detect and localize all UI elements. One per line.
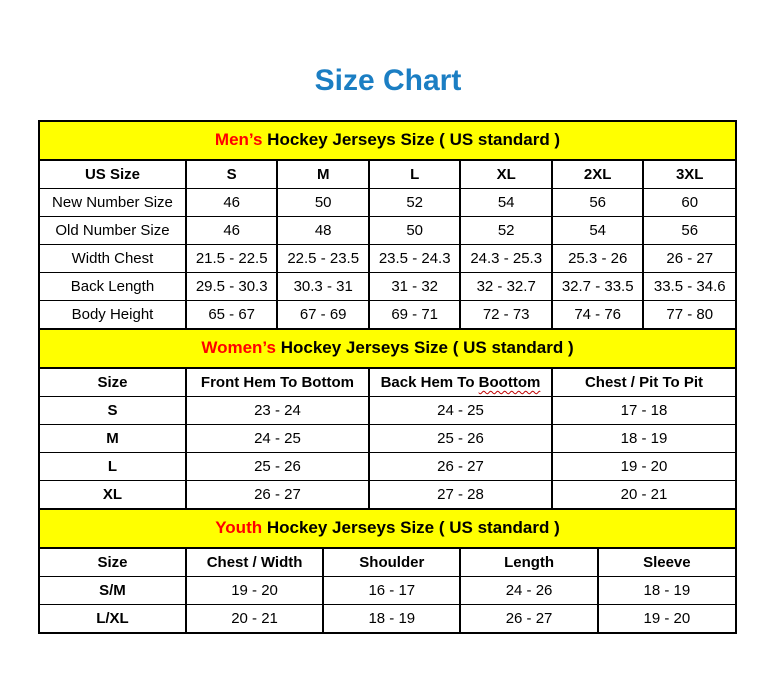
mens-row-label: Width Chest (40, 245, 186, 273)
mens-table-cell: 52 (369, 189, 461, 217)
page-title: Size Chart (314, 64, 462, 97)
mens-table-cell: 50 (277, 189, 369, 217)
youth-table-cell: 20 - 21 (186, 605, 323, 633)
womens-table-row (40, 481, 735, 509)
womens-col-header: Front Hem To Bottom (186, 369, 369, 397)
mens-row-label: New Number Size (40, 189, 186, 217)
mens-table-cell: 74 - 76 (552, 301, 644, 329)
mens-table-cell: 72 - 73 (460, 301, 552, 329)
youth-table-cell: 18 - 19 (323, 605, 460, 633)
youth-col-header: Size (40, 549, 186, 577)
youth-col-header: Shoulder (323, 549, 460, 577)
mens-col-header: M (277, 161, 369, 189)
youth-table (40, 549, 735, 632)
womens-row-label: S (40, 397, 186, 425)
womens-col-header: Chest / Pit To Pit (552, 369, 735, 397)
womens-table-cell: 18 - 19 (552, 425, 735, 453)
womens-col-header: Size (40, 369, 186, 397)
womens-table-cell: 17 - 18 (552, 397, 735, 425)
mens-table-cell: 23.5 - 24.3 (369, 245, 461, 273)
womens-banner-highlight: Women’s (201, 338, 276, 357)
mens-table-cell: 25.3 - 26 (552, 245, 644, 273)
youth-row-label: L/XL (40, 605, 186, 633)
womens-table-cell: 27 - 28 (369, 481, 552, 509)
mens-section-banner: Men’s Hockey Jerseys Size ( US standard ) (40, 122, 735, 161)
mens-table-cell: 31 - 32 (369, 273, 461, 301)
youth-header-row (40, 549, 735, 577)
size-chart-tables (38, 120, 737, 634)
section-mens (40, 122, 735, 328)
mens-table-row (40, 217, 735, 245)
mens-table-row (40, 189, 735, 217)
youth-table-cell: 18 - 19 (598, 577, 735, 605)
womens-table-cell: 24 - 25 (186, 425, 369, 453)
mens-col-header: 2XL (552, 161, 644, 189)
mens-row-label: Old Number Size (40, 217, 186, 245)
mens-table-cell: 77 - 80 (643, 301, 735, 329)
womens-table-cell: 20 - 21 (552, 481, 735, 509)
mens-table-cell: 60 (643, 189, 735, 217)
womens-table-cell: 19 - 20 (552, 453, 735, 481)
mens-table-cell: 21.5 - 22.5 (186, 245, 278, 273)
youth-col-header: Length (460, 549, 597, 577)
mens-table-cell: 50 (369, 217, 461, 245)
womens-col-header: Back Hem To Boottom (369, 369, 552, 397)
youth-table-row (40, 605, 735, 633)
mens-row-label: Body Height (40, 301, 186, 329)
womens-header-row (40, 369, 735, 397)
youth-table-cell: 19 - 20 (186, 577, 323, 605)
mens-table-cell: 22.5 - 23.5 (277, 245, 369, 273)
womens-row-label: M (40, 425, 186, 453)
youth-row-label: S/M (40, 577, 186, 605)
youth-col-header: Sleeve (598, 549, 735, 577)
mens-table-cell: 32 - 32.7 (460, 273, 552, 301)
mens-table-cell: 67 - 69 (277, 301, 369, 329)
mens-header-row (40, 161, 735, 189)
mens-col-header: L (369, 161, 461, 189)
mens-table-cell: 32.7 - 33.5 (552, 273, 644, 301)
mens-col-header: 3XL (643, 161, 735, 189)
womens-table-row (40, 425, 735, 453)
mens-banner-highlight: Men’s (214, 130, 263, 149)
womens-table-row (40, 397, 735, 425)
mens-table-cell: 48 (277, 217, 369, 245)
womens-table-cell: 23 - 24 (186, 397, 369, 425)
section-womens (40, 328, 735, 508)
mens-table-cell: 54 (552, 217, 644, 245)
youth-table-cell: 16 - 17 (323, 577, 460, 605)
misspelled-word: Boottom (478, 374, 541, 391)
mens-table-cell: 69 - 71 (369, 301, 461, 329)
mens-table-cell: 29.5 - 30.3 (186, 273, 278, 301)
mens-table-cell: 56 (552, 189, 644, 217)
mens-col-header: XL (460, 161, 552, 189)
youth-table-cell: 24 - 26 (460, 577, 597, 605)
womens-table-row (40, 453, 735, 481)
mens-table-cell: 26 - 27 (643, 245, 735, 273)
mens-table-cell: 46 (186, 189, 278, 217)
youth-table-cell: 19 - 20 (598, 605, 735, 633)
womens-table-cell: 24 - 25 (369, 397, 552, 425)
womens-row-label: XL (40, 481, 186, 509)
womens-section-banner: Women’s Hockey Jerseys Size ( US standard ) (40, 328, 735, 369)
youth-banner-highlight: Youth (215, 518, 263, 537)
youth-table-cell: 26 - 27 (460, 605, 597, 633)
mens-col-header: US Size (40, 161, 186, 189)
mens-table-cell: 30.3 - 31 (277, 273, 369, 301)
womens-table-cell: 26 - 27 (186, 481, 369, 509)
mens-table-row (40, 301, 735, 329)
mens-table-cell: 52 (460, 217, 552, 245)
mens-table-row (40, 273, 735, 301)
womens-table-cell: 25 - 26 (369, 425, 552, 453)
youth-table-row (40, 577, 735, 605)
mens-table-cell: 56 (643, 217, 735, 245)
mens-table-cell: 54 (460, 189, 552, 217)
youth-col-header: Chest / Width (186, 549, 323, 577)
womens-row-label: L (40, 453, 186, 481)
womens-table (40, 369, 735, 508)
mens-table-cell: 65 - 67 (186, 301, 278, 329)
womens-table-cell: 26 - 27 (369, 453, 552, 481)
mens-table-cell: 33.5 - 34.6 (643, 273, 735, 301)
mens-table (40, 161, 735, 328)
mens-col-header: S (186, 161, 278, 189)
mens-table-cell: 24.3 - 25.3 (460, 245, 552, 273)
womens-table-cell: 25 - 26 (186, 453, 369, 481)
mens-table-cell: 46 (186, 217, 278, 245)
youth-section-banner: Youth Hockey Jerseys Size ( US standard ) (40, 508, 735, 549)
mens-row-label: Back Length (40, 273, 186, 301)
mens-table-row (40, 245, 735, 273)
section-youth (40, 508, 735, 632)
